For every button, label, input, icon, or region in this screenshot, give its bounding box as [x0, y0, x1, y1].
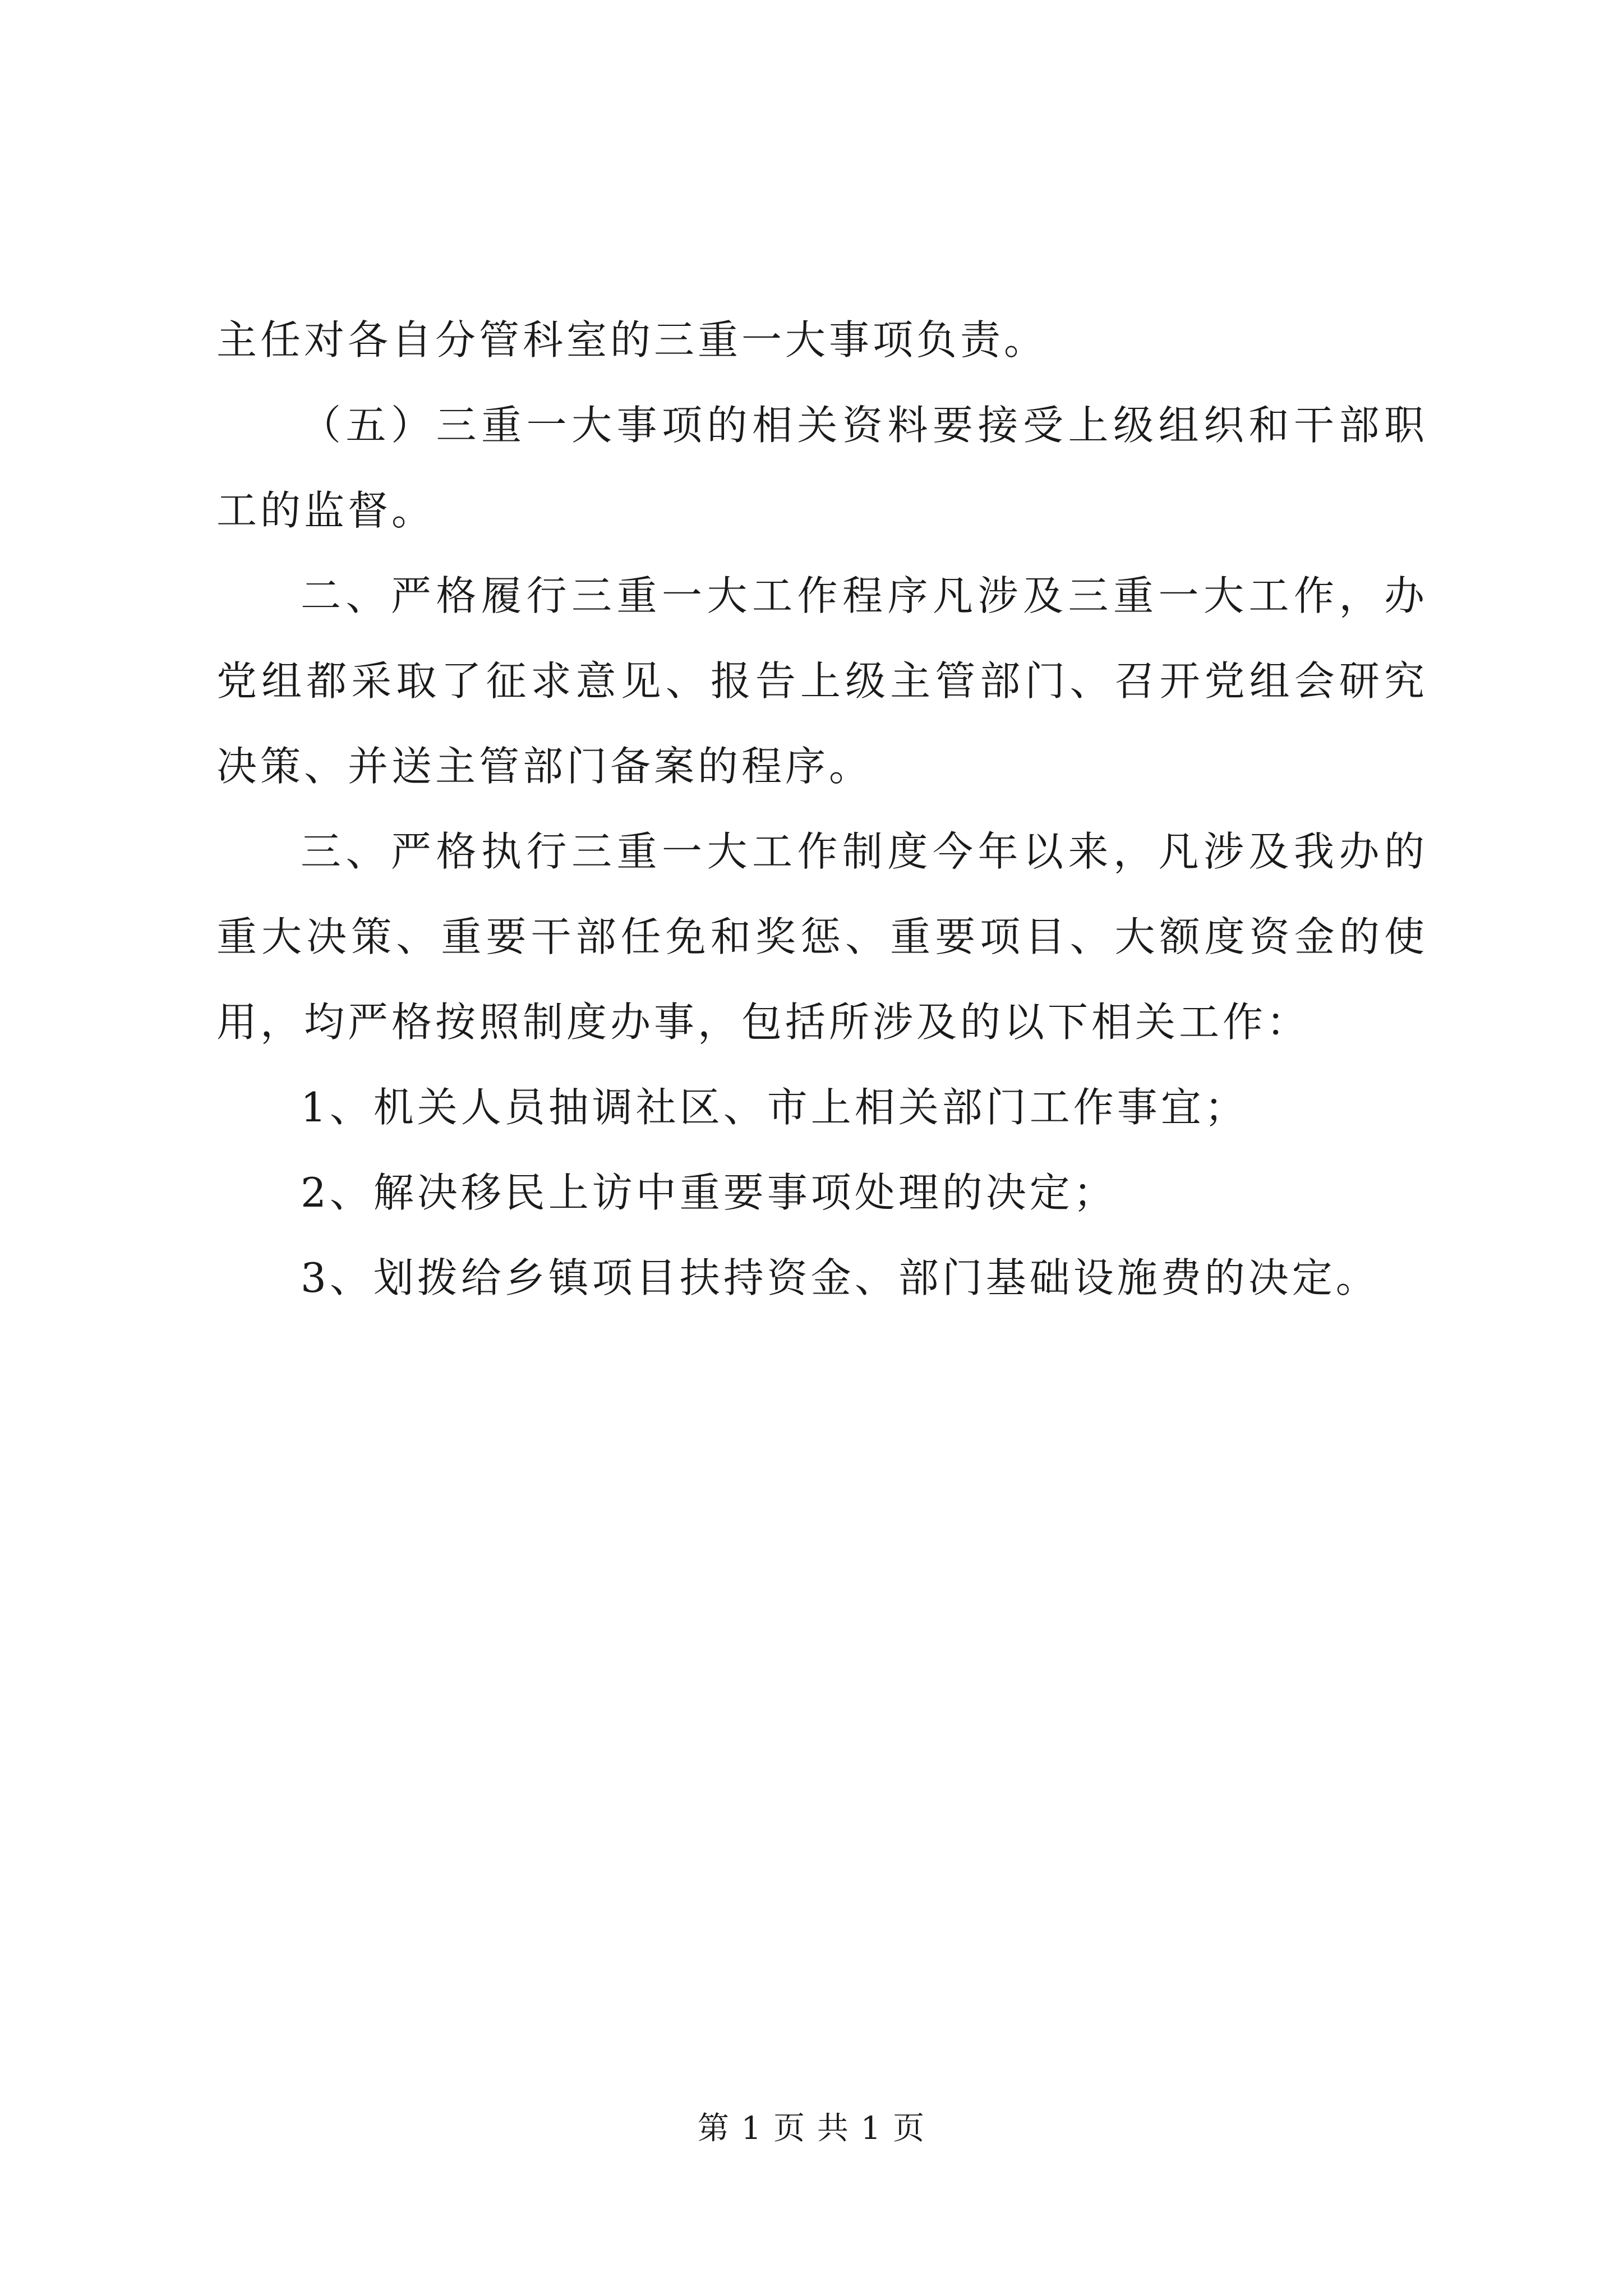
paragraph-section-two: 二、严格履行三重一大工作程序凡涉及三重一大工作，办党组都采取了征求意见、报告上级主管部门、召开党组会研究决策、并送主管部门备案的程序。	[216, 572, 1428, 790]
paragraph-continuation: 主任对各自分管科室的三重一大事项负责。	[216, 316, 1048, 364]
list-item-3: 3、划拨给乡镇项目扶持资金、部门基础设施费的决定。	[301, 1254, 1380, 1301]
list-item-2: 2、解决移民上访中重要事项处理的决定；	[301, 1169, 1117, 1216]
page-footer: 第 1 页 共 1 页	[697, 2110, 926, 2147]
paragraph-item-five: （五）三重一大事项的相关资料要接受上级组织和干部职工的监督。	[216, 402, 1428, 534]
list-item-1: 1、机关人员抽调社区、市上相关部门工作事宜；	[301, 1084, 1248, 1131]
paragraph-section-three: 三、严格执行三重一大工作制度今年以来，凡涉及我办的重大决策、重要干部任免和奖惩、重要项目、大额度资金的使用，均严格按照制度办事，包括所涉及的以下相关工作：	[216, 828, 1428, 1046]
document-body	[216, 297, 1428, 1320]
